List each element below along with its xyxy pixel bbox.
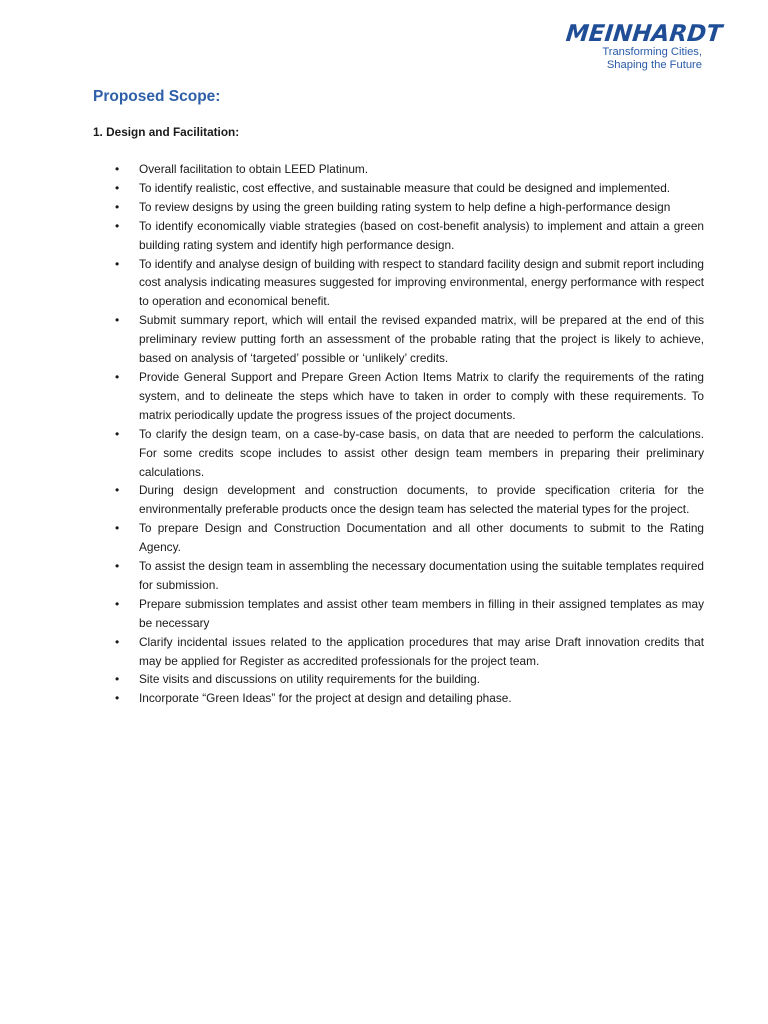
scope-item-text: Site visits and discussions on utility requirements for the building. <box>139 672 481 687</box>
bullet-icon: • <box>115 218 120 233</box>
scope-item-text: Submit summary report, which will entail the revised expanded matrix, will be prepared at the end of this preliminary review putting forth an assessment of the probable rating that the project is likely to achieve, based on analysis of ‘targeted’ possible or ‘unlikely’ credits. <box>139 313 704 366</box>
logo-tagline-1: Transforming Cities, <box>602 46 702 58</box>
section-heading: 1. Design and Facilitation: <box>93 125 240 139</box>
bullet-icon: • <box>115 180 120 195</box>
scope-list-item <box>115 311 704 368</box>
company-logo <box>564 21 724 72</box>
scope-list-item <box>115 595 704 633</box>
scope-item-text: Incorporate “Green Ideas” for the project at design and detailing phase. <box>139 691 512 706</box>
bullet-icon: • <box>115 313 120 328</box>
scope-item-text: To clarify the design team, on a case-by-case basis, on data that are needed to perform the calculations. For some credits scope includes to assist other design team members in preparing their preliminary calculations. <box>139 426 704 479</box>
logo-tagline-2: Shaping the Future <box>606 59 702 71</box>
scope-item-text: Provide General Support and Prepare Green Action Items Matrix to clarify the requirements of the rating system, and to delineate the steps which have to taken in order to comply with these requirements. To matrix periodically update the progress issues of the project documents. <box>139 369 704 422</box>
scope-list-item <box>115 670 704 689</box>
bullet-icon: • <box>115 672 120 687</box>
scope-item-text: During design development and construction documents, to provide specification criteria for the environmentally preferable products once the design team has selected the material types for the project. <box>139 483 704 517</box>
scope-list-item <box>115 519 704 557</box>
scope-list-item <box>115 689 704 708</box>
logo-wordmark: MEINHARDT <box>564 21 724 47</box>
scope-list-item <box>115 198 704 217</box>
bullet-icon: • <box>115 162 120 176</box>
scope-item-text: To prepare Design and Construction Documentation and all other documents to submit to the Rating Agency. <box>139 521 704 555</box>
bullet-icon: • <box>115 559 120 574</box>
scope-item-text: To review designs by using the green building rating system to help define a high-performance design <box>139 199 671 214</box>
page-title: Proposed Scope: <box>93 88 221 105</box>
bullet-icon: • <box>115 483 120 498</box>
scope-list-item <box>115 217 704 255</box>
scope-list-item <box>115 160 704 179</box>
bullet-icon: • <box>115 199 120 214</box>
scope-list-item <box>115 425 704 482</box>
scope-item-text: To identify realistic, cost effective, and sustainable measure that could be designed and implemented. <box>139 180 671 195</box>
scope-item-text: Prepare submission templates and assist other team members in filling in their assigned templates as may be necessary <box>139 596 704 630</box>
scope-list-item <box>115 633 704 671</box>
scope-item-text: To identify economically viable strategies (based on cost-benefit analysis) to implement and attain a green building rating system and identify high performance design. <box>139 218 704 252</box>
bullet-icon: • <box>115 691 120 706</box>
scope-list-item <box>115 481 704 519</box>
bullet-icon: • <box>115 596 120 611</box>
bullet-icon: • <box>115 634 120 649</box>
scope-bullet-list <box>115 160 704 708</box>
bullet-icon: • <box>115 521 120 536</box>
scope-list-item <box>115 557 704 595</box>
bullet-icon: • <box>115 426 120 441</box>
bullet-icon: • <box>115 369 120 384</box>
scope-list-item <box>115 368 704 425</box>
scope-list-item <box>115 179 704 198</box>
bullet-icon: • <box>115 256 120 271</box>
scope-item-text: Overall facilitation to obtain LEED Platinum. <box>139 162 369 176</box>
scope-item-text: To identify and analyse design of building with respect to standard facility design and submit report including cost analysis indicating measures suggested for improving environmental, energy performance with respect to operation and economical benefit. <box>139 256 704 309</box>
scope-list-item <box>115 255 704 312</box>
scope-item-text: To assist the design team in assembling the necessary documentation using the suitable templates required for submission. <box>139 559 704 592</box>
scope-item-text: Clarify incidental issues related to the application procedures that may arise Draft innovation credits that may be applied for Register as accredited professionals for the project team. <box>139 634 704 668</box>
